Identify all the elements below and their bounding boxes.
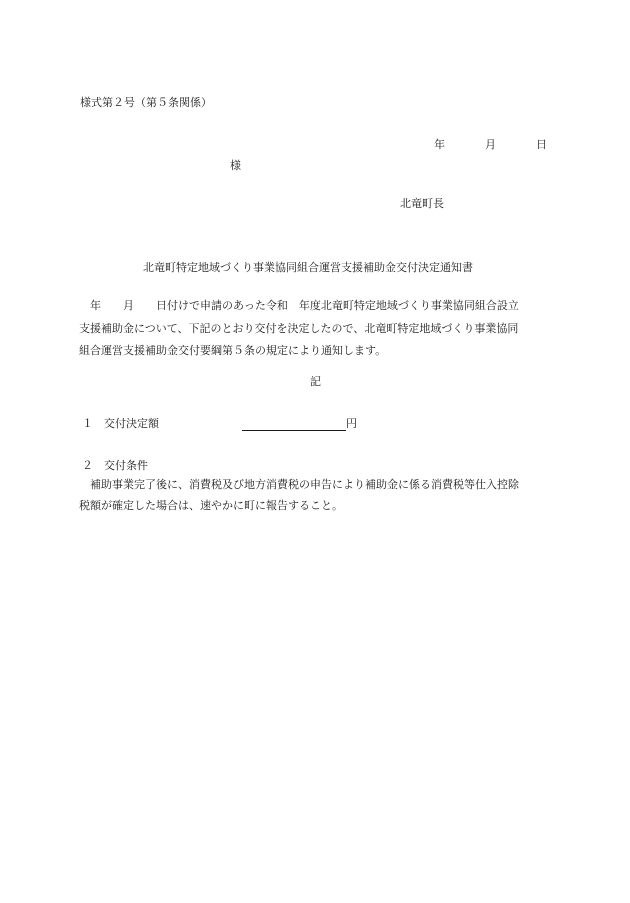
- body-paragraph: [79, 295, 559, 363]
- body-line: 組合運営支援補助金交付要綱第５条の規定により通知します。: [79, 344, 387, 357]
- yen-unit: 円: [346, 417, 357, 430]
- body-line: 支援補助金について、下記のとおり交付を決定したので、北竜町特定地域づくり事業協同: [79, 321, 519, 335]
- document-title: 北竜町特定地域づくり事業協同組合運営支援補助金交付決定通知書: [143, 261, 473, 274]
- date-month-label: 月: [485, 138, 496, 151]
- item2-label: 交付条件: [104, 459, 148, 472]
- ki-heading: 記: [310, 375, 321, 388]
- issuer-name: 北竜町長: [400, 197, 444, 210]
- condition-paragraph: [79, 474, 559, 516]
- date-year-label: 年: [434, 138, 445, 151]
- date-day-label: 日: [536, 138, 547, 151]
- amount-blank-line: [242, 417, 346, 431]
- condition-line: 税額が確定した場合は、速やかに町に報告すること。: [79, 499, 343, 512]
- item1-label: 交付決定額: [104, 417, 159, 430]
- form-number: 様式第２号（第５条関係）: [80, 96, 212, 109]
- item1-number: １: [82, 417, 93, 430]
- body-line: 年 月 日付けで申請のあった令和 年度北竜町特定地域づくり事業協同組合設立: [79, 299, 519, 312]
- condition-line: 補助事業完了後に、消費税及び地方消費税の申告により補助金に係る消費税等仕入控除: [79, 478, 519, 491]
- item2-number: ２: [82, 459, 93, 472]
- addressee-suffix: 様: [230, 159, 241, 172]
